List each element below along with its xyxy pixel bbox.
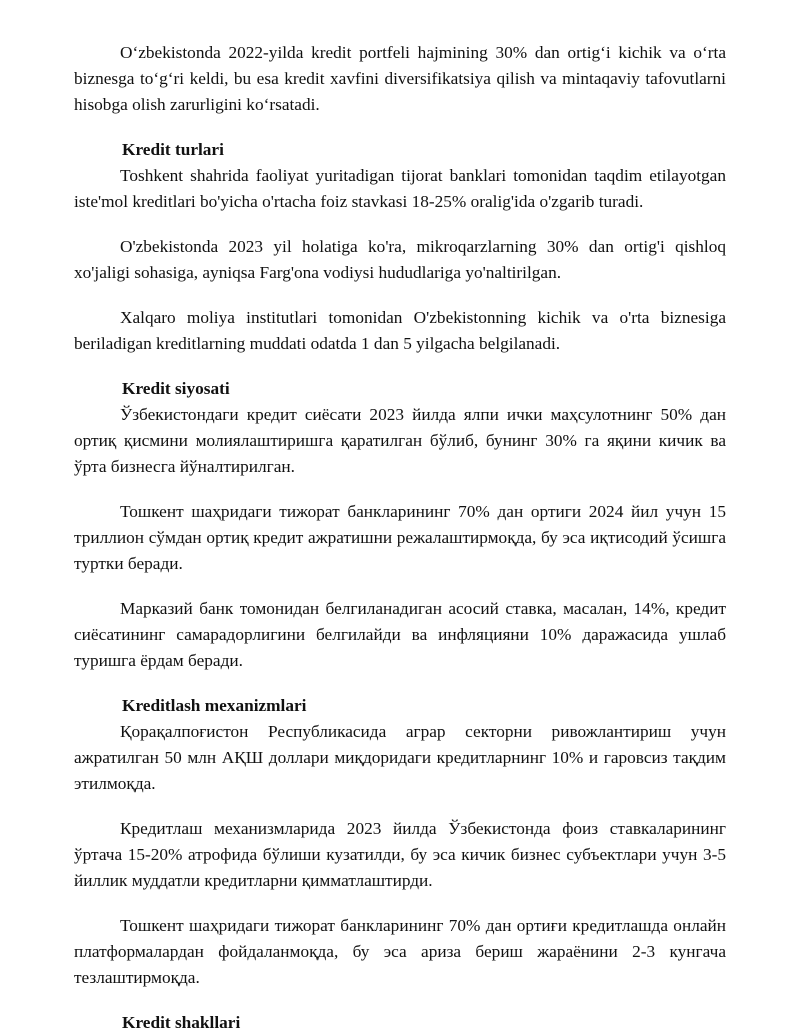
document-body <box>74 40 726 1036</box>
kredit-siyosati-paragraph-1: Ўзбекистондаги кредит сиёсати 2023 йилда ялпи ички маҳсулотнинг 50% дан ортиқ қисмини молиялаштиришга қаратилган бўлиб, бунинг 30% га яқини кичик ва ўрта бизнесга йўналтирилган. <box>74 405 726 476</box>
kreditlash-mexanizmlari-paragraph-3: Тошкент шаҳридаги тижорат банкларининг 70% дан ортиғи кредитлашда онлайн платформалардан фойдаланмоқда, бу эса ариза бериш жараёнини 2-3 кунгача тезлаштирмоқда. <box>74 916 726 987</box>
kredit-turlari-paragraph-1: Toshkent shahrida faoliyat yuritadigan tijorat banklari tomonidan taqdim etilayotgan iste'mol kreditlari bo'yicha o'rtacha foiz stavkasi 18-25% oralig'ida o'zgarib turadi. <box>74 166 726 211</box>
heading-kredit-turlari: Kredit turlari <box>122 140 224 159</box>
heading-kreditlash-mexanizmlari: Kreditlash mexanizmlari <box>122 696 307 715</box>
kredit-turlari-paragraph-2: O'zbekistonda 2023 yil holatiga ko'ra, mikroqarzlarning 30% dan ortig'i qishloq xo'jaligi sohasiga, ayniqsa Farg'ona vodiysi hududlariga yo'naltirilgan. <box>74 237 726 282</box>
heading-kredit-shakllari: Kredit shakllari <box>122 1013 241 1032</box>
kreditlash-mexanizmlari-paragraph-2: Кредитлаш механизмларида 2023 йилда Ўзбекистонда фоиз ставкаларининг ўртача 15-20% атрофида бўлиши кузатилди, бу эса кичик бизнес субъектлари учун 3-5 йиллик муддатли кредитларни қимматлаштирди. <box>74 819 726 890</box>
kredit-siyosati-paragraph-3: Марказий банк томонидан белгиланадиган асосий ставка, масалан, 14%, кредит сиёсатининг самарадорлигини белгилайди ва инфляцияни 10% даражасида ушлаб туришга ёрдам беради. <box>74 599 726 670</box>
kreditlash-mexanizmlari-paragraph-1: Қорақалпоғистон Республикасида аграр секторни ривожлантириш учун ажратилган 50 млн АҚШ доллари миқдоридаги кредитларнинг 10% и гаровсиз тақдим этилмоқда. <box>74 722 726 793</box>
kredit-turlari-paragraph-3: Xalqaro moliya institutlari tomonidan O'zbekistonning kichik va o'rta biznesiga beriladigan kreditlarning muddati odatda 1 dan 5 yilgacha belgilanadi. <box>74 308 726 353</box>
kredit-siyosati-paragraph-2: Тошкент шаҳридаги тижорат банкларининг 70% дан ортиги 2024 йил учун 15 триллион сўмдан ортиқ кредит ажратишни режалаштирмоқда, бу эса иқтисодий ўсишга туртки беради. <box>74 502 726 573</box>
intro-paragraph: O‘zbekistonda 2022-yilda kredit portfeli hajmining 30% dan ortig‘i kichik va o‘rta biznesga to‘g‘ri keldi, bu esa kredit xavfini diversifikatsiya qilish va mintaqaviy tafovutlarni hisobga olish zarurligini ko‘rsatadi. <box>74 43 726 114</box>
heading-kredit-siyosati: Kredit siyosati <box>122 379 230 398</box>
